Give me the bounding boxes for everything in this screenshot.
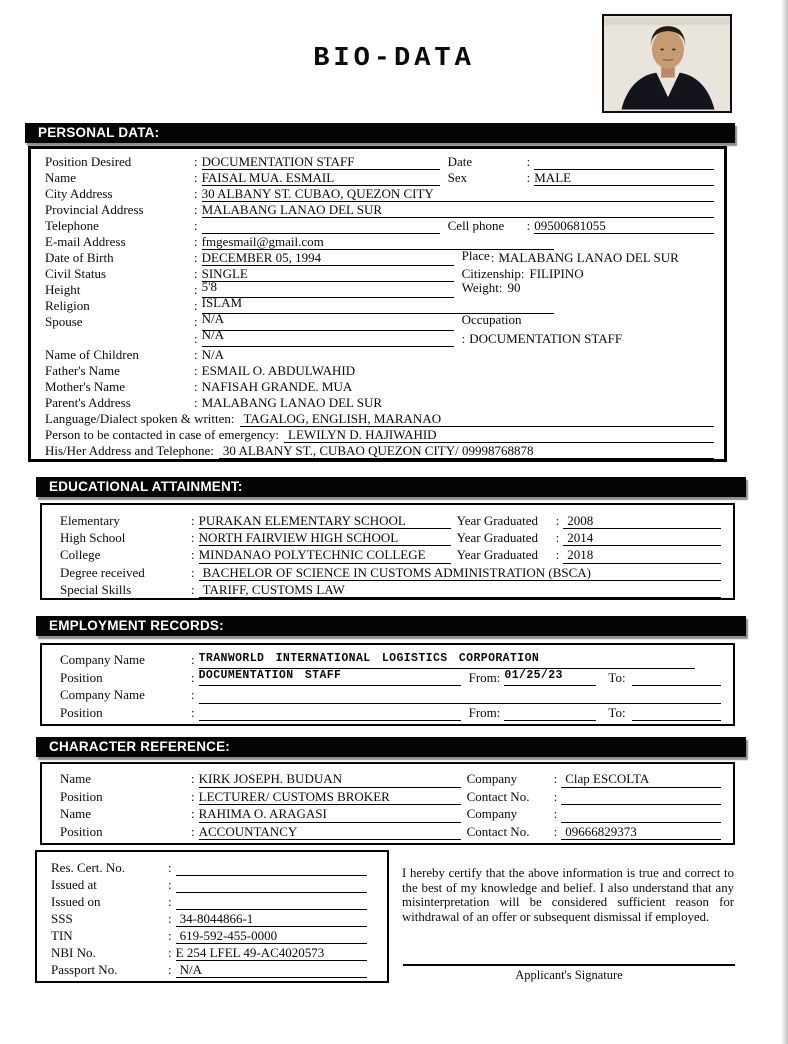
field-value-text: 01/25/23 [504, 669, 563, 683]
colon: : [526, 154, 531, 169]
field-value: N/A [176, 961, 367, 978]
colon: : [191, 788, 195, 804]
field-label: Position [60, 669, 103, 685]
colon: : [194, 234, 198, 250]
row-skills [60, 581, 723, 598]
field-value: MINDANAO POLYTECHNIC COLLEGE [199, 546, 451, 563]
field-value: ACCOUNTANCY [199, 823, 461, 841]
field-label: Passport No. [51, 962, 118, 977]
colon: : [194, 186, 198, 202]
field-label: Place [461, 248, 490, 264]
colon: : [191, 547, 195, 563]
row-email [45, 234, 716, 250]
field-label: Year Graduated [456, 530, 538, 546]
scan-edge [781, 0, 788, 1044]
field-value: LECTURER/ CUSTOMS BROKER [199, 788, 461, 806]
field-label: Date [447, 154, 473, 169]
field-value [534, 154, 714, 170]
colon: : [191, 564, 195, 580]
field-label: Civil Status [45, 266, 107, 282]
row-occupation-value [45, 327, 716, 347]
row-religion [45, 294, 716, 314]
section-header-personal [25, 123, 735, 143]
field-label: Height [45, 282, 81, 298]
field-label: Citizenship: [461, 266, 525, 282]
field-label: Company [466, 806, 518, 822]
field-label: Telephone [45, 218, 99, 234]
row-company-2 [60, 686, 723, 704]
field-value [176, 859, 367, 876]
field-label: His/Her Address and Telephone: [45, 442, 214, 458]
row-res-cert [51, 859, 377, 876]
field-label: From: [468, 704, 501, 720]
row-position-1 [60, 669, 723, 687]
field-value: RAHIMA O. ARAGASI [199, 805, 461, 823]
row-city-address [45, 186, 716, 202]
colon: : [168, 945, 172, 960]
colon: : [526, 218, 531, 234]
field-label: Year Graduated [456, 547, 538, 563]
field-label: Name [60, 806, 92, 822]
row-sss [51, 910, 377, 927]
field-value: 90 [507, 280, 521, 296]
field-value: FILIPINO [529, 266, 584, 282]
field-label: Person to be contacted in case of emergency: [45, 426, 280, 442]
field-label: Position Desired [45, 154, 132, 169]
field-value: TARIFF, CUSTOMS LAW [199, 581, 721, 598]
field-label: Name [45, 170, 77, 186]
field-value: E 254 LFEL 49-AC4020573 [176, 944, 367, 961]
colon: : [168, 928, 172, 943]
field-label: SSS [51, 911, 73, 926]
field-value: LEWILYN D. HAJIWAHID [284, 427, 714, 443]
section-header-reference [36, 737, 746, 757]
field-value: KIRK JOSEPH. BUDUAN [199, 770, 461, 788]
row-ref2-name [60, 805, 723, 823]
colon: : [194, 170, 198, 186]
colon: : [191, 704, 195, 720]
field-label: Language/Dialect spoken & written: [45, 410, 235, 426]
field-value-text: ISLAM [201, 294, 243, 310]
government-ids-box [35, 850, 389, 983]
field-value-text: TRANWORLD INTERNATIONAL LOGISTICS CORPORATION [198, 651, 540, 665]
field-label: Issued at [51, 877, 97, 892]
colon: : [191, 687, 195, 703]
field-value: 30 ALBANY ST., CUBAO QUEZON CITY/ 09998768878 [219, 443, 714, 459]
row-emergency-address [45, 443, 716, 459]
field-value [202, 218, 440, 234]
field-label: Spouse [45, 314, 83, 330]
field-value-text: N/A [201, 310, 225, 326]
field-label: Occupation [461, 312, 522, 328]
field-value: 09666829373 [561, 823, 721, 841]
colon: : [194, 218, 198, 234]
field-value: MALE [534, 170, 714, 186]
row-ref1-name [60, 770, 723, 788]
field-label: Father's Name [45, 362, 120, 378]
row-language [45, 411, 716, 427]
colon: : [168, 860, 172, 875]
field-label: Company [466, 771, 518, 786]
row-tin [51, 927, 377, 944]
field-label: Position [60, 823, 103, 839]
field-value [504, 669, 596, 687]
colon: : [194, 330, 198, 346]
field-label: TIN [51, 928, 73, 943]
colon: : [191, 806, 195, 822]
field-value [504, 704, 596, 722]
section-header-label: CHARACTER REFERENCE: [49, 739, 231, 754]
field-value [632, 669, 721, 687]
field-label: Parent's Address [45, 394, 131, 410]
field-value-text: N/A [201, 327, 225, 343]
education-box [40, 503, 735, 600]
colon: : [553, 806, 558, 822]
row-children [45, 347, 716, 363]
field-label: Company Name [60, 652, 145, 667]
colon: : [168, 911, 172, 926]
colon: : [553, 823, 558, 839]
row-height [45, 278, 716, 298]
row-father [45, 363, 716, 379]
section-header-education [36, 477, 746, 497]
field-value [199, 669, 461, 687]
field-label: High School [60, 530, 126, 546]
field-value: BACHELOR OF SCIENCE IN CUSTOMS ADMINISTRATION (BSCA) [199, 564, 721, 581]
field-value: 2018 [563, 546, 721, 563]
field-label: Company Name [60, 687, 145, 703]
field-value: TAGALOG, ENGLISH, MARANAO [240, 411, 714, 427]
employment-box [40, 643, 735, 726]
field-label: Degree received [60, 564, 145, 580]
field-value: 619-592-455-0000 [176, 927, 367, 944]
row-ref1-position [60, 788, 723, 806]
field-value: DOCUMENTATION STAFF [469, 330, 623, 346]
field-value-text: 5'8 [201, 278, 217, 294]
row-elementary [60, 512, 723, 529]
colon: : [490, 250, 495, 266]
row-high-school [60, 529, 723, 546]
field-value: 2008 [563, 512, 721, 529]
field-label: Special Skills [60, 581, 132, 597]
colon: : [168, 962, 172, 977]
colon: : [191, 669, 195, 685]
field-value: DECEMBER 05, 1994 [202, 250, 454, 266]
field-label: Sex [447, 170, 468, 186]
field-label: Position [60, 788, 103, 804]
field-label: City Address [45, 186, 113, 202]
row-issued-at [51, 876, 377, 893]
colon: : [194, 298, 198, 314]
field-value: NAFISAH GRANDE. MUA [201, 378, 353, 394]
field-value: SINGLE [202, 266, 454, 282]
field-value: PURAKAN ELEMENTARY SCHOOL [199, 512, 451, 529]
row-provincial-address [45, 202, 716, 218]
colon: : [168, 877, 172, 892]
row-ref2-position [60, 823, 723, 841]
field-value: ESMAIL O. ABDULWAHID [201, 362, 356, 378]
signature-line [403, 952, 735, 966]
section-header-label: PERSONAL DATA: [38, 125, 160, 140]
field-label: Res. Cert. No. [51, 860, 126, 875]
field-value: 2014 [563, 529, 721, 546]
field-label: Position [60, 704, 103, 720]
field-label: Weight: [461, 280, 503, 296]
colon: : [526, 170, 531, 186]
row-position-desired [45, 154, 716, 170]
signature-label: Applicant's Signature [515, 968, 623, 982]
colon: : [194, 266, 198, 282]
colon: : [194, 154, 198, 169]
field-label: Issued on [51, 894, 101, 909]
colon: : [191, 530, 195, 546]
field-value: Clap ESCOLTA [561, 770, 721, 788]
field-label: E-mail Address [45, 234, 126, 250]
field-value: MALABANG LANAO DEL SUR [202, 202, 714, 218]
field-label: College [60, 547, 101, 563]
spacer [45, 331, 193, 347]
colon: : [194, 314, 198, 330]
row-spouse [45, 310, 716, 330]
row-civil-status [45, 266, 716, 282]
field-value [561, 788, 721, 806]
colon: : [191, 771, 195, 786]
field-label: Religion [45, 298, 90, 314]
applicant-photo [602, 14, 732, 113]
colon: : [191, 513, 195, 528]
field-value [201, 310, 454, 330]
field-label: NBI No. [51, 945, 96, 960]
row-mother [45, 379, 716, 395]
field-label: Name [60, 771, 92, 786]
field-label: Contact No. [466, 788, 530, 804]
field-value: 30 ALBANY ST. CUBAO, QUEZON CITY [202, 186, 714, 202]
row-issued-on [51, 893, 377, 910]
field-label: Contact No. [466, 823, 530, 839]
field-label: To: [608, 669, 626, 685]
section-header-employment [36, 616, 746, 636]
page-title: BIO-DATA [313, 44, 475, 74]
field-value [199, 704, 461, 722]
field-value: FAISAL MUA. ESMAIL [202, 170, 440, 186]
row-telephone [45, 218, 716, 234]
field-value: 09500681055 [534, 218, 714, 234]
section-header-label: EDUCATIONAL ATTAINMENT: [49, 479, 243, 494]
field-label: To: [608, 704, 626, 720]
field-value: NORTH FAIRVIEW HIGH SCHOOL [199, 529, 451, 546]
field-label: Elementary [60, 513, 120, 528]
field-value [632, 704, 721, 722]
field-value [176, 893, 367, 910]
colon: : [194, 282, 198, 298]
row-parents-address [45, 395, 716, 411]
colon: : [194, 362, 198, 378]
colon: : [194, 202, 198, 218]
field-label: Provincial Address [45, 202, 144, 218]
section-header-label: EMPLOYMENT RECORDS: [49, 618, 224, 633]
field-label: Name of Children [45, 346, 139, 362]
row-company-1 [60, 651, 723, 669]
field-value: N/A [201, 346, 225, 362]
colon: : [191, 581, 195, 597]
colon: : [194, 394, 198, 410]
reference-box [40, 762, 735, 845]
colon: : [555, 547, 560, 563]
row-college [60, 546, 723, 563]
colon: : [194, 346, 198, 362]
row-emergency-contact [45, 427, 716, 443]
field-label: Mother's Name [45, 378, 125, 394]
field-value [561, 805, 721, 823]
colon: : [194, 250, 198, 266]
field-value: fmgesmail@gmail.com [202, 234, 554, 250]
row-position-2 [60, 704, 723, 722]
colon: : [461, 330, 466, 346]
certification-statement: I hereby certify that the above information is true and correct to the best of my knowledge and belief. I also understand that any misinterpretation will be considered sufficient reason for withdrawal of an offer or subsequent dismissal if employed. [402, 866, 734, 924]
field-value [199, 651, 695, 669]
row-passport [51, 961, 377, 978]
applicant-photo-image [604, 16, 730, 111]
field-label: From: [468, 669, 501, 685]
row-degree [60, 564, 723, 581]
colon: : [555, 513, 560, 528]
field-value [199, 686, 721, 704]
colon: : [194, 378, 198, 394]
field-value: MALABANG LANAO DEL SUR [201, 394, 383, 410]
field-value [201, 327, 454, 347]
field-label: Year Graduated [456, 513, 538, 528]
field-label: Date of Birth [45, 250, 114, 266]
row-name [45, 170, 716, 186]
field-value: 34-8044866-1 [176, 910, 367, 927]
row-nbi [51, 944, 377, 961]
colon: : [555, 530, 560, 546]
colon: : [553, 771, 558, 786]
colon: : [191, 652, 195, 667]
colon: : [168, 894, 172, 909]
colon: : [191, 823, 195, 839]
row-date-of-birth [45, 250, 716, 266]
colon: : [553, 788, 558, 804]
field-value: MALABANG LANAO DEL SUR [498, 250, 679, 266]
field-value [176, 876, 367, 893]
field-label: Cell phone [447, 218, 505, 234]
field-value: DOCUMENTATION STAFF [202, 154, 440, 170]
field-value-text: DOCUMENTATION STAFF [198, 669, 342, 683]
personal-data-box [28, 146, 727, 462]
